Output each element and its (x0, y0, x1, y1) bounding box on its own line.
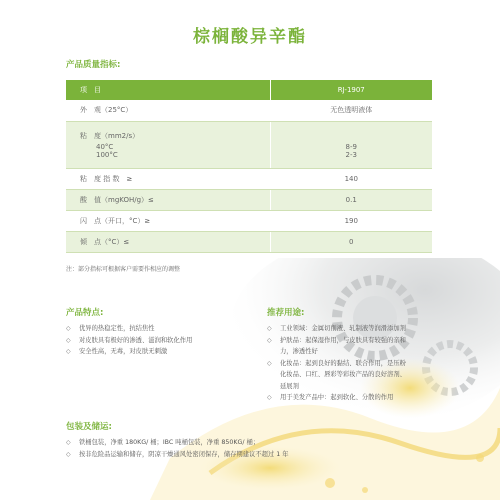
diamond-bullet-icon: ◇ (267, 394, 272, 401)
recommended-uses-list (267, 323, 442, 404)
table-row (66, 231, 432, 252)
features-list (66, 323, 256, 358)
row-value: 190 (270, 210, 432, 231)
row-label: 粘 度（mm2/s） (80, 131, 140, 140)
row-label-group (66, 121, 270, 168)
list-item: ◇ 安全性高，无毒，对皮肤无刺激 (66, 346, 256, 358)
diamond-bullet-icon: ◇ (66, 336, 71, 344)
quality-spec-table (66, 80, 432, 253)
list-item: ◇ 工业领域：金属切削液、轧制液等润滑添加剂 (267, 323, 442, 335)
row-value: 无色透明液体 (270, 100, 432, 121)
list-item: ◇ 优异的热稳定性，抗结焦性 (66, 323, 256, 335)
table-row (66, 189, 432, 210)
diamond-bullet-icon: ◇ (66, 348, 71, 355)
row-label: 倾 点（°C）≤ (66, 231, 270, 252)
list-item: ◇ 对皮肤具有极好的渗透、滋润和软化作用 (66, 335, 256, 347)
diamond-bullet-icon: ◇ (267, 336, 272, 344)
row-sub-value: 2-3 (345, 150, 357, 159)
packaging-heading: 包装及储运: (66, 422, 112, 432)
list-item: ◇ 铁桶包装，净重 180KG/ 桶；IBC 吨桶包装，净重 850KG/ 桶； (66, 437, 446, 449)
list-item: ◇ 按非危险品运输和储存，阴凉干燥通风处密闭保存，储存期建议不超过 1 年 (66, 449, 446, 461)
row-value: 0.1 (270, 189, 432, 210)
list-item: ◇ 化妆品：起到良好的黏结、联合作用，是压粉 化妆品、口红、唇彩等彩妆产品的良好溶剂、 延展剂 (267, 359, 406, 390)
table-header-row (66, 80, 432, 100)
table-row (66, 121, 432, 168)
row-sub-label: 100°C (96, 150, 118, 159)
features-heading: 产品特点: (66, 308, 104, 318)
diamond-bullet-icon: ◇ (66, 325, 71, 332)
table-row (66, 210, 432, 231)
row-value-group (270, 121, 432, 168)
row-sub-value: 8-9 (345, 142, 357, 151)
list-item: ◇ 护肤品：起保湿作用，与皮肤具有较强的亲和 力，渗透性好 (267, 336, 406, 355)
column-header-item: 项 目 (66, 80, 270, 100)
row-label: 外 观（25°C） (66, 100, 270, 121)
list-item: ◇ 用于美发产品中：起到软化、分散的作用 (267, 392, 442, 404)
table-row (66, 168, 432, 189)
table-footnote: 注：部分指标可根据客户需要作相应的调整 (66, 266, 181, 273)
row-label: 酸 值（mgKOH/g）≤ (66, 189, 270, 210)
row-sub-label: 40°C (96, 142, 114, 151)
row-label: 闪 点（开口，°C）≥ (66, 210, 270, 231)
diamond-bullet-icon: ◇ (66, 450, 71, 458)
row-value: 0 (270, 231, 432, 252)
recommended-uses-heading: 推荐用途: (267, 308, 305, 318)
diamond-bullet-icon: ◇ (267, 359, 272, 367)
diamond-bullet-icon: ◇ (267, 325, 272, 332)
packaging-list (66, 437, 446, 460)
column-header-product-code: RJ-1907 (270, 80, 432, 100)
page-title: 棕榈酸异辛酯 (193, 27, 307, 47)
row-value: 140 (270, 168, 432, 189)
diamond-bullet-icon: ◇ (66, 439, 71, 446)
quality-spec-heading: 产品质量指标: (66, 60, 121, 70)
table-row (66, 100, 432, 121)
row-label: 粘 度 指 数 ≥ (66, 168, 270, 189)
